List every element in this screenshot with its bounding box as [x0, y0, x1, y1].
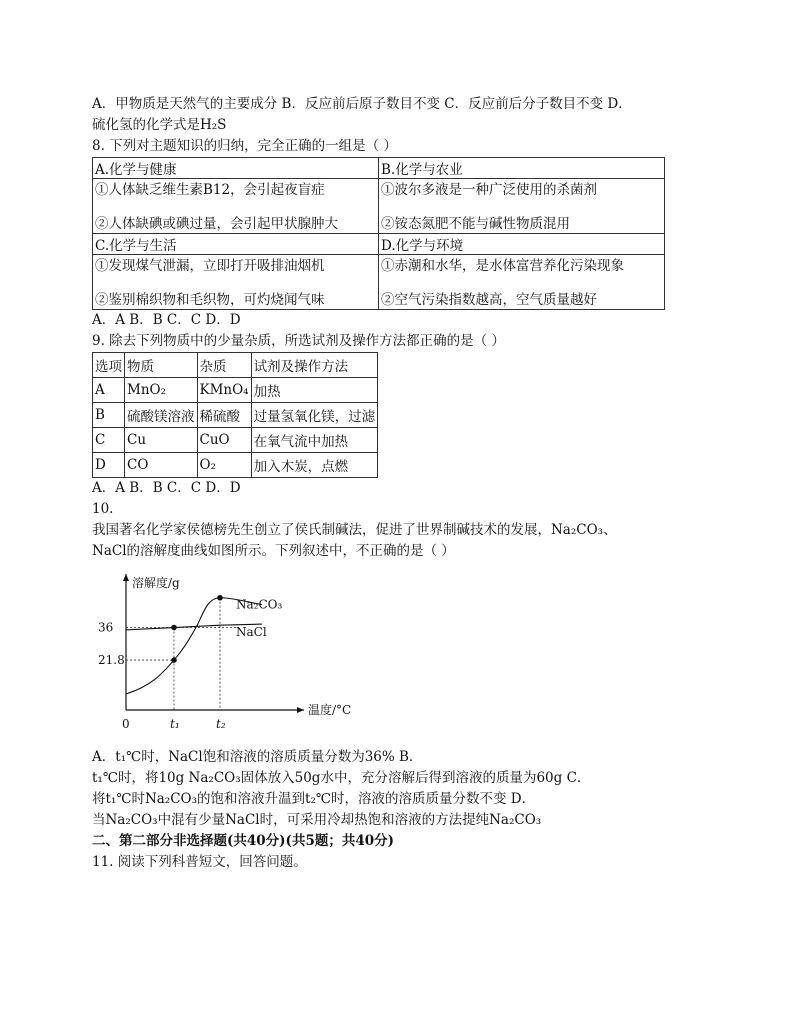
q9-cell: 过量氢氧化镁，过滤 — [251, 403, 378, 428]
x-tick-label: t₁ — [170, 717, 180, 731]
q9-header-row — [93, 353, 378, 378]
q8-c-item1: ①发现煤气泄漏，立即打开吸排油烟机 — [95, 258, 325, 274]
q10-opt-line2: t₁℃时，将10g Na₂CO₃固体放入50g水中，充分溶解后得到溶液的质量为60g C． — [92, 770, 591, 786]
q9-cell: 在氧气流中加热 — [251, 428, 378, 453]
table-row — [93, 378, 378, 403]
q8-cell-c-title: C.化学与生活 — [93, 234, 379, 255]
x-tick-label: 0 — [122, 717, 130, 731]
q8-b-item2: ②铵态氮肥不能与碱性物质混用 — [381, 216, 570, 232]
q10-stem-line1: 我国著名化学家侯德榜先生创立了侯氏制碱法，促进了世界制碱技术的发展，Na₂CO₃、 — [92, 522, 617, 538]
q9-cell: MnO₂ — [125, 378, 198, 403]
table-row — [93, 453, 378, 478]
q8-stem: 8. 下列对主题知识的归纳，完全正确的一组是（ ） — [92, 138, 397, 154]
data-point — [171, 625, 177, 631]
q9-cell: CO — [125, 453, 198, 478]
chart-layer — [98, 574, 351, 731]
q8-a-item1: ①人体缺乏维生素B12，会引起夜盲症 — [95, 182, 325, 198]
q8-c-item2: ②鉴别棉织物和毛织物，可灼烧闻气味 — [95, 292, 325, 308]
series-na2co3-curve — [126, 598, 262, 694]
q8-cell-c-items — [93, 255, 379, 310]
q9-cell: D — [93, 453, 125, 478]
q9-cell: KMnO₄ — [197, 378, 251, 403]
q10-number: 10. — [92, 501, 114, 517]
y-tick-label: 21.8 — [98, 653, 125, 668]
q9-table — [92, 352, 378, 478]
q10-opt-line4: 当Na₂CO₃中混有少量NaCl时，可采用冷却热饱和溶液的方法提纯Na₂CO₃ — [92, 812, 542, 828]
table-row — [93, 428, 378, 453]
q9-cell: 加入木炭，点燃 — [251, 453, 378, 478]
data-point — [217, 595, 223, 601]
q8-a-item2: ②人体缺碘或碘过量，会引起甲状腺肿大 — [95, 216, 338, 232]
q7-options-line1: A．甲物质是天然气的主要成分 B．反应前后原子数目不变 C．反应前后分子数目不变 D． — [92, 96, 632, 112]
q8-d-item1: ①赤潮和水华，是水体富营养化污染现象 — [381, 258, 624, 274]
x-axis-label: 温度/°C — [308, 703, 352, 717]
q8-d-item2: ②空气污染指数越高，空气质量越好 — [381, 292, 597, 308]
q9-stem: 9. 除去下列物质中的少量杂质，所选试剂及操作方法都正确的是（ ） — [92, 333, 505, 349]
q7-options-line2: 硫化氢的化学式是H₂S — [92, 117, 227, 133]
solubility-chart-area — [92, 562, 702, 747]
q9-cell: O₂ — [197, 453, 251, 478]
q8-cell-a-items — [93, 179, 379, 234]
q9-cell: 硫酸镁溶液 — [125, 403, 198, 428]
q10-opt-line3: 将t₁℃时Na₂CO₃的饱和溶液升温到t₂℃时，溶液的溶质质量分数不变 D． — [92, 791, 536, 807]
q9-header: 试剂及操作方法 — [251, 353, 378, 378]
q9-cell: CuO — [197, 428, 251, 453]
q8-cell-b-title: B.化学与农业 — [379, 158, 665, 179]
table-row — [93, 403, 378, 428]
q9-header: 选项 — [93, 353, 125, 378]
y-axis-arrow — [123, 574, 129, 581]
q8-table — [92, 157, 665, 310]
q8-cell-b-items — [379, 179, 665, 234]
q10-opt-line1: A．t₁℃时，NaCl饱和溶液的溶质质量分数为36% B． — [92, 749, 423, 765]
q10-stem-line2: NaCl的溶解度曲线如图所示。下列叙述中，不正确的是（ ） — [92, 543, 455, 559]
q9-header: 杂质 — [197, 353, 251, 378]
q8-cell-d-title: D.化学与环境 — [379, 234, 665, 255]
q8-b-item1: ①波尔多液是一种广泛使用的杀菌剂 — [381, 182, 597, 198]
q9-cell: A — [93, 378, 125, 403]
section-2-heading — [92, 831, 702, 852]
q9-options: A．A B．B C．C D．D — [92, 480, 241, 496]
q9-cell: C — [93, 428, 125, 453]
q9-cell: B — [93, 403, 125, 428]
q8-cell-a-title: A.化学与健康 — [93, 158, 379, 179]
y-tick-label: 36 — [98, 620, 114, 635]
series-label-na2co3: Na₂CO₃ — [236, 597, 283, 612]
solubility-chart — [92, 562, 352, 747]
y-axis-label: 溶解度/g — [132, 576, 180, 590]
exam-page — [92, 94, 702, 873]
q9-header: 物质 — [125, 353, 198, 378]
q11-stem: 11. 阅读下列科普短文，回答问题。 — [92, 854, 307, 870]
q8-cell-d-items — [379, 255, 665, 310]
q9-cell: Cu — [125, 428, 198, 453]
q8-options: A．A B．B C．C D．D — [92, 312, 241, 328]
data-point — [171, 657, 177, 663]
q9-cell: 加热 — [251, 378, 378, 403]
x-axis-arrow — [297, 707, 304, 713]
series-label-nacl: NaCl — [236, 625, 267, 640]
section-2-title: 二、第二部分非选择题(共40分)(共5题；共40分) — [92, 833, 395, 849]
x-tick-label: t₂ — [216, 717, 226, 731]
q9-cell: 稀硫酸 — [197, 403, 251, 428]
